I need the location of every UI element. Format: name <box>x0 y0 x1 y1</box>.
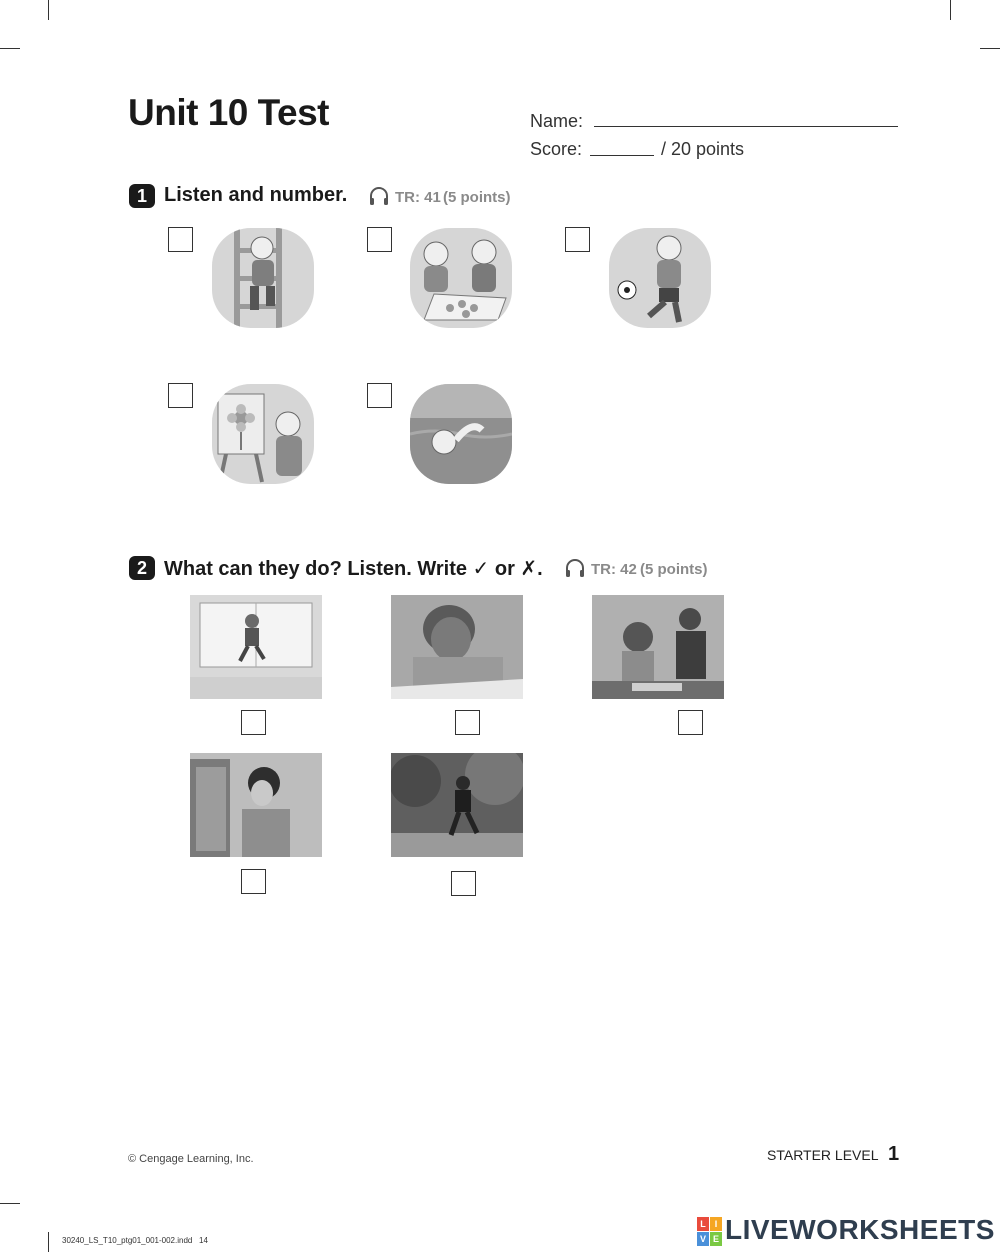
answer-box[interactable] <box>241 710 266 735</box>
score-field[interactable] <box>590 155 654 156</box>
answer-box[interactable] <box>678 710 703 735</box>
section-title: What can they do? Listen. Write ✓ or ✗. <box>164 558 543 580</box>
answer-box[interactable] <box>241 869 266 894</box>
answer-box[interactable] <box>455 710 480 735</box>
score-label: Score: <box>530 139 583 159</box>
running-photo <box>391 753 523 857</box>
headphones-icon <box>368 185 390 207</box>
section-number: 1 <box>129 184 155 208</box>
crop-mark <box>980 48 1000 49</box>
section-title: Listen and number. <box>164 184 348 206</box>
crop-mark <box>0 1203 20 1204</box>
headphones-icon <box>564 557 586 579</box>
track-label: TR: 42 <box>591 561 637 578</box>
answer-box[interactable] <box>451 871 476 896</box>
climbing-ladder-illustration <box>212 228 314 328</box>
answer-box[interactable] <box>367 383 392 408</box>
copyright: © Cengage Learning, Inc. <box>128 1153 254 1165</box>
answer-box[interactable] <box>565 227 590 252</box>
crop-mark <box>48 1232 49 1252</box>
playing-game-photo <box>592 595 724 699</box>
swimming-illustration <box>410 384 512 484</box>
answer-box[interactable] <box>367 227 392 252</box>
section-number: 2 <box>129 556 155 580</box>
painting-illustration <box>212 384 314 484</box>
name-field[interactable] <box>594 126 898 127</box>
page-title: Unit 10 Test <box>128 92 329 133</box>
liveworksheets-logo: L I V E <box>697 1217 723 1247</box>
points-label: (5 points) <box>443 189 511 206</box>
writing-photo <box>391 595 523 699</box>
kicking-ball-illustration <box>609 228 711 328</box>
jumping-photo <box>190 595 322 699</box>
points-label: (5 points) <box>640 561 708 578</box>
file-slug: 30240_LS_T10_ptg01_001-002.indd 14 <box>62 1236 208 1245</box>
crop-mark <box>950 0 951 20</box>
level-label: STARTER LEVEL <box>767 1147 879 1163</box>
painting-photo <box>190 753 322 857</box>
score-total: / 20 points <box>661 139 745 159</box>
track-label: TR: 41 <box>395 189 441 206</box>
name-label: Name: <box>530 111 584 131</box>
liveworksheets-brand: LIVEWORKSHEETS <box>725 1214 995 1245</box>
board-game-illustration <box>410 228 512 328</box>
crop-mark <box>0 48 20 49</box>
crop-mark <box>48 0 49 20</box>
answer-box[interactable] <box>168 227 193 252</box>
page-number: 1 <box>888 1143 900 1165</box>
answer-box[interactable] <box>168 383 193 408</box>
